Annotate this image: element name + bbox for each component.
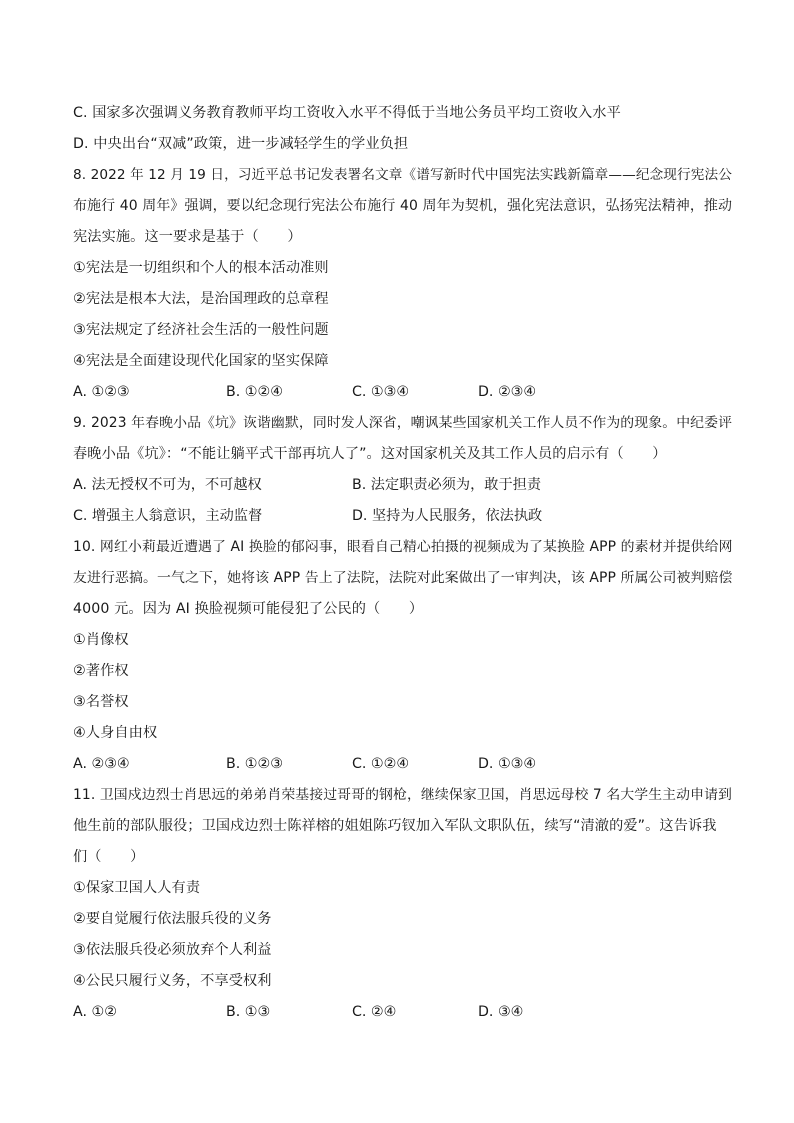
q11-option-b: B. ①③ [226,1004,271,1020]
q9-option-c: C. 增强主人翁意识，主动监督 [73,508,263,524]
q8-statement-2: ②宪法是根本大法，是治国理政的总章程 [73,291,329,307]
q9-stem-line-2: 春晚小品《坑》：“不能让躺平式干部再坑人了”。这对国家机关及其工作人员的启示有（ ） [73,446,667,462]
q7-option-d: D. 中央出台“双减”政策，进一步减轻学生的学业负担 [73,136,409,152]
q11-option-d: D. ③④ [478,1004,524,1020]
q10-option-c: C. ①②④ [352,756,410,772]
q11-stem-line-2: 他生前的部队服役；卫国戍边烈士陈祥榕的姐姐陈巧钗加入军队文职队伍，续写“清澈的爱”。这告诉我 [73,818,717,834]
q8-stem-line-2: 布施行 40 周年》强调，要以纪念现行宪法公布施行 40 周年为契机，强化宪法意识，弘扬宪法精神，推动 [73,198,733,214]
q8-statement-3: ③宪法规定了经济社会生活的一般性问题 [73,322,329,338]
q10-statement-1: ①肖像权 [73,632,129,648]
q11-statement-4: ④公民只履行义务，不享受权利 [73,973,272,989]
q11-stem-line-3: 们（ ） [73,849,145,865]
q11-option-c: C. ②④ [352,1004,397,1020]
q8-stem-line-1: 8. 2022 年 12 月 19 日，习近平总书记发表署名文章《谱写新时代中国宪法实践新篇章——纪念现行宪法公 [73,167,732,183]
q10-stem-line-2: 友进行恶搞。一气之下，她将该 APP 告上了法院，法院对此案做出了一审判决，该 APP 所属公司被判赔偿 [73,570,733,586]
q8-option-b: B. ①②④ [226,384,283,400]
q8-statement-4: ④宪法是全面建设现代化国家的坚实保障 [73,353,329,369]
q11-stem-line-1: 11. 卫国戍边烈士肖思远的弟弟肖荣基接过哥哥的钢枪，继续保家卫国，肖思远母校 7 名大学生主动申请到 [73,787,732,803]
q10-stem-line-1: 10. 网红小莉最近遭遇了 AI 换脸的郁闷事，眼看自己精心拍摄的视频成为了某换脸 APP 的素材并提供给网 [73,539,733,555]
q10-statement-3: ③名誉权 [73,694,129,710]
q9-option-d: D. 坚持为人民服务，依法执政 [352,508,543,524]
q10-statement-4: ④人身自由权 [73,725,158,741]
q8-option-a: A. ①②③ [73,384,130,400]
q10-option-b: B. ①②③ [226,756,283,772]
q11-statement-2: ②要自觉履行依法服兵役的义务 [73,911,272,927]
q9-option-a: A. 法无授权不可为，不可越权 [73,477,262,493]
q8-option-d: D. ②③④ [478,384,537,400]
q10-statement-2: ②著作权 [73,663,129,679]
q11-statement-1: ①保家卫国人人有责 [73,880,201,896]
q9-stem-line-1: 9. 2023 年春晚小品《坑》诙谐幽默，同时发人深省，嘲讽某些国家机关工作人员不作为的现象。中纪委评 [73,415,733,431]
q11-option-a: A. ①② [73,1004,117,1020]
q8-statement-1: ①宪法是一切组织和个人的根本活动准则 [73,260,329,276]
q10-option-d: D. ①③④ [478,756,537,772]
q11-statement-3: ③依法服兵役必须放弃个人利益 [73,942,272,958]
q8-option-c: C. ①③④ [352,384,410,400]
q9-option-b: B. 法定职责必须为，敢于担责 [352,477,542,493]
q8-stem-line-3: 宪法实施。这一要求是基于（ ） [73,229,302,245]
q7-option-c: C. 国家多次强调义务教育教师平均工资收入水平不得低于当地公务员平均工资收入水平 [73,105,621,121]
q10-option-a: A. ②③④ [73,756,130,772]
q10-stem-line-3: 4000 元。因为 AI 换脸视频可能侵犯了公民的（ ） [73,601,424,617]
